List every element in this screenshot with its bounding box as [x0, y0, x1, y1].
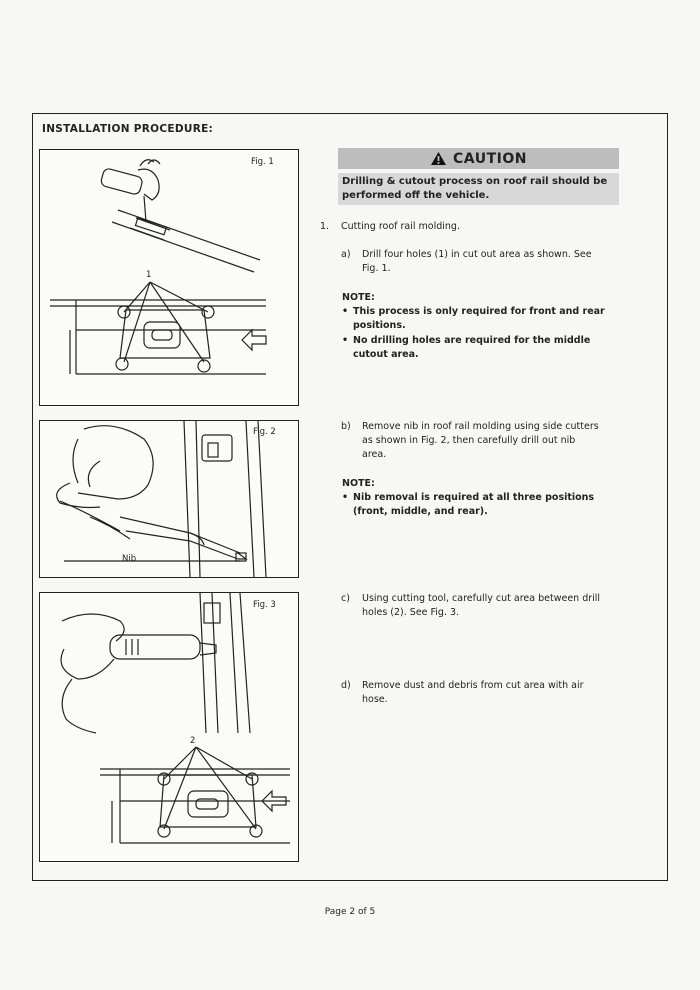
note-1-bullet-1-line-2: positions. [353, 320, 406, 331]
figure-1 [39, 149, 299, 406]
note-1-bullet-2-line-2: cutout area. [353, 349, 419, 360]
step-a-line-1: Drill four holes (1) in cut out area as shown. See [362, 249, 592, 260]
figure-3-label: Fig. 3 [253, 600, 276, 610]
figure-1-label: Fig. 1 [251, 157, 274, 167]
caution-title: CAUTION [453, 150, 527, 167]
step-d-marker: d) [341, 680, 351, 691]
step-a-line-2: Fig. 1. [362, 263, 391, 274]
note-2-bullet-1-line-1: Nib removal is required at all three positions [353, 492, 595, 503]
figure-3 [39, 592, 299, 862]
note-1-bullet-1: • This process is only required for front and rear positions. [342, 306, 605, 331]
note-2-bullet-1: • Nib removal is required at all three positions (front, middle, and rear). [342, 492, 595, 517]
figure-2-label: Fig. 2 [253, 427, 276, 437]
note-2-bullet-1-line-2: (front, middle, and rear). [353, 506, 488, 517]
figure-1-drawing [40, 150, 298, 405]
caution-header [338, 148, 619, 169]
page-number: Page 2 of 5 [324, 907, 376, 917]
caution-line-1: Drilling & cutout process on roof rail should be [342, 176, 608, 187]
figure-1-callout: 1 [146, 270, 152, 280]
caution-text [338, 173, 619, 205]
step-1-number: 1. [320, 221, 330, 232]
step-a-marker: a) [341, 249, 351, 260]
figure-2 [39, 420, 299, 578]
figure-2-drawing [40, 421, 298, 577]
step-1-text: Cutting roof rail molding. [341, 221, 460, 232]
figure-3-callout: 2 [190, 736, 196, 746]
step-c-line-2: holes (2). See Fig. 3. [362, 607, 460, 618]
step-d-line-1: Remove dust and debris from cut area with air [362, 680, 584, 691]
caution-line-2: performed off the vehicle. [342, 190, 490, 201]
note-1-bullet-2-line-1: No drilling holes are required for the middle [353, 335, 591, 346]
step-d-line-2: hose. [362, 694, 388, 705]
step-b-marker: b) [341, 421, 351, 432]
warning-triangle-icon [430, 151, 447, 166]
figure-3-drawing [40, 593, 298, 861]
note-1-bullet-2: • No drilling holes are required for the middle cutout area. [342, 335, 591, 360]
step-b-line-2: as shown in Fig. 2, then carefully drill out nib [362, 435, 576, 446]
note-2-title: NOTE: [342, 478, 375, 489]
step-b-line-1: Remove nib in roof rail molding using side cutters [362, 421, 599, 432]
step-c-marker: c) [341, 593, 350, 604]
step-b-line-3: area. [362, 449, 387, 460]
note-1-title: NOTE: [342, 292, 375, 303]
step-c-line-1: Using cutting tool, carefully cut area between drill [362, 593, 601, 604]
figure-2-callout: Nib [122, 554, 137, 564]
note-1-bullet-1-line-1: This process is only required for front and rear [353, 306, 605, 317]
caution-box [338, 148, 619, 205]
section-heading: INSTALLATION PROCEDURE: [42, 123, 214, 135]
